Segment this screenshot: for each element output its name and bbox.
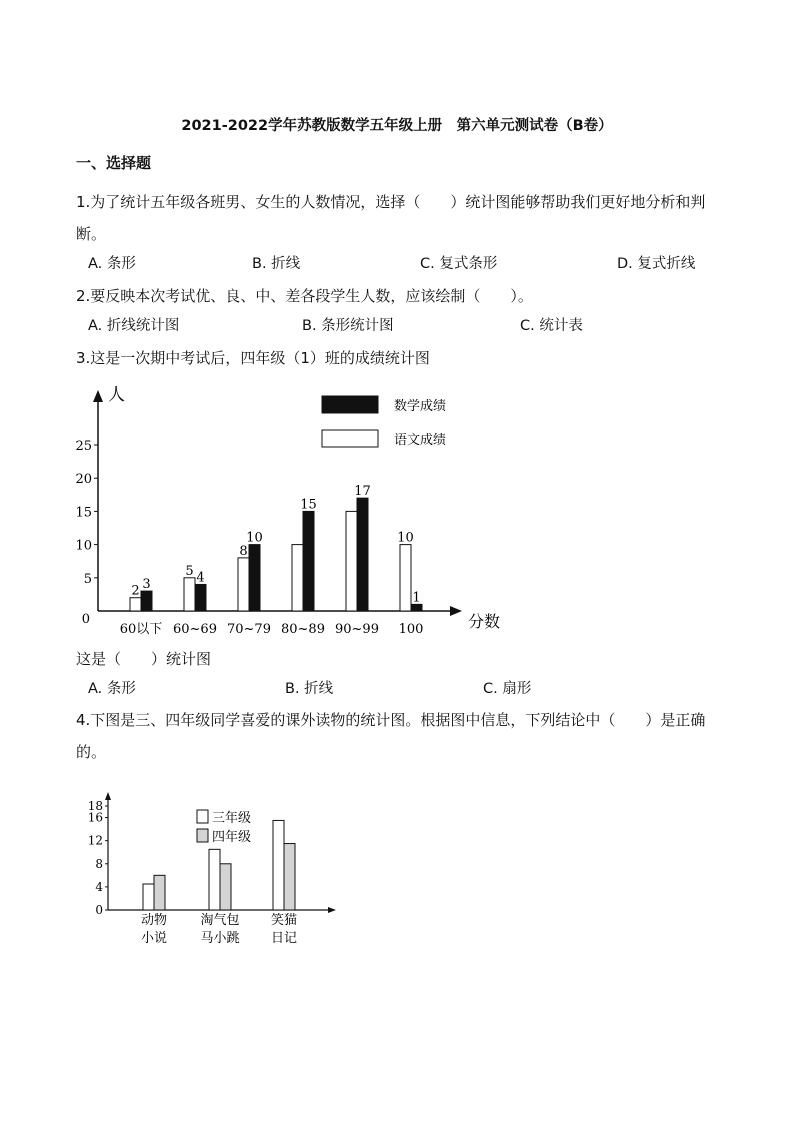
x-tick-label-line1: 笑猫	[270, 913, 298, 928]
q2-option-b[interactable]: B. 条形统计图	[302, 318, 394, 334]
y-tick-label: 25	[75, 439, 92, 454]
q2-option-c[interactable]: C. 统计表	[520, 318, 583, 334]
q1-option-d[interactable]: D. 复式折线	[617, 256, 696, 272]
score-bar-chart	[70, 378, 520, 640]
data-label: 2	[131, 583, 140, 599]
bar-chinese	[238, 558, 249, 611]
q3-option-a[interactable]: A. 条形	[88, 681, 136, 697]
x-tick-label: 90~99	[335, 622, 379, 637]
data-label: 15	[300, 497, 317, 513]
y-tick-label: 16	[87, 810, 103, 825]
y-axis-arrow	[105, 792, 111, 800]
bar-math	[195, 584, 206, 611]
bar-math	[303, 511, 314, 611]
bar-chinese	[130, 598, 141, 611]
bar-math	[357, 498, 368, 611]
bar-chinese	[292, 545, 303, 611]
x-tick-label-line1: 淘气包	[200, 913, 240, 928]
x-tick-label-line2: 日记	[270, 931, 298, 946]
x-tick-label-line2: 小说	[140, 931, 168, 946]
x-tick-label: 60~69	[173, 622, 217, 637]
question-4-text: 4.下图是三、四年级同学喜爱的课外读物的统计图。根据图中信息，下列结论中（ ）是正确的。	[76, 711, 706, 761]
bar-chinese	[346, 511, 357, 611]
y-axis-arrow	[93, 390, 103, 402]
y-tick-label: 5	[83, 571, 92, 587]
data-label: 5	[185, 563, 194, 579]
bar-math	[141, 591, 152, 611]
q1-option-a[interactable]: A. 条形	[88, 256, 136, 272]
y-tick-label: 20	[75, 472, 92, 488]
y-tick-label: 10	[75, 538, 92, 554]
data-label: 1	[412, 590, 421, 606]
y-tick-label: 12	[87, 833, 103, 848]
legend-swatch-math	[322, 396, 378, 413]
x-tick-label: 100	[398, 622, 424, 637]
bar-chinese	[184, 578, 195, 611]
data-label: 17	[354, 484, 371, 500]
question-1-text: 1.为了统计五年级各班男、女生的人数情况，选择（ ）统计图能够帮助我们更好地分析和判断。	[76, 193, 706, 243]
y-tick-label: 18	[87, 799, 103, 813]
question-3-followup: 这是（ ）统计图	[76, 650, 212, 668]
legend-label-chinese: 语文成绩	[394, 433, 447, 448]
bar-math	[249, 545, 260, 611]
data-label: 10	[246, 530, 263, 546]
bar-grade4	[220, 864, 231, 910]
bar-grade4	[284, 844, 295, 910]
reading-bar-chart	[70, 790, 350, 952]
section-heading: 一、选择题	[76, 154, 152, 172]
q1-option-b[interactable]: B. 折线	[252, 256, 301, 272]
q1-option-c[interactable]: C. 复式条形	[420, 256, 498, 272]
bar-grade3	[143, 884, 154, 910]
x-tick-label: 60以下	[119, 622, 163, 637]
bar-grade4	[154, 875, 165, 910]
legend-swatch-chinese	[322, 430, 378, 447]
y-axis-label: 人	[108, 385, 125, 405]
q3-option-c[interactable]: C. 扇形	[483, 681, 532, 697]
data-label: 10	[397, 530, 414, 546]
legend-label-grade3: 三年级	[212, 811, 252, 826]
bar-chinese	[400, 545, 411, 611]
legend-label-grade4: 四年级	[212, 830, 252, 845]
question-2-text: 2.要反映本次考试优、良、中、差各段学生人数，应该绘制（ ）。	[76, 287, 533, 305]
question-3-text: 3.这是一次期中考试后，四年级（1）班的成绩统计图	[76, 349, 430, 367]
y-tick-label: 15	[75, 505, 92, 521]
bar-grade3	[209, 849, 220, 910]
y-tick-label: 0	[95, 903, 103, 917]
x-axis-label: 分数	[468, 612, 501, 631]
y-tick-label: 0	[81, 612, 90, 627]
data-label: 4	[196, 570, 205, 586]
q3-option-b[interactable]: B. 折线	[285, 681, 334, 697]
x-tick-label-line1: 动物	[140, 913, 168, 928]
bar-grade3	[273, 820, 284, 910]
x-axis-arrow	[450, 606, 462, 616]
y-tick-label: 4	[95, 879, 103, 894]
y-tick-label: 8	[95, 856, 103, 871]
data-label: 3	[142, 577, 151, 593]
legend-swatch-grade4	[197, 829, 208, 842]
legend-label-math: 数学成绩	[394, 399, 447, 414]
x-tick-label-line2: 马小跳	[200, 931, 240, 946]
legend-swatch-grade3	[197, 810, 208, 823]
data-label: 8	[239, 543, 248, 559]
x-tick-label: 70~79	[227, 622, 271, 637]
q2-option-a[interactable]: A. 折线统计图	[88, 318, 180, 334]
x-tick-label: 80~89	[281, 622, 325, 637]
x-axis-arrow	[328, 907, 336, 913]
page-title: 2021-2022学年苏教版数学五年级上册 第六单元测试卷（B卷）	[181, 118, 613, 134]
